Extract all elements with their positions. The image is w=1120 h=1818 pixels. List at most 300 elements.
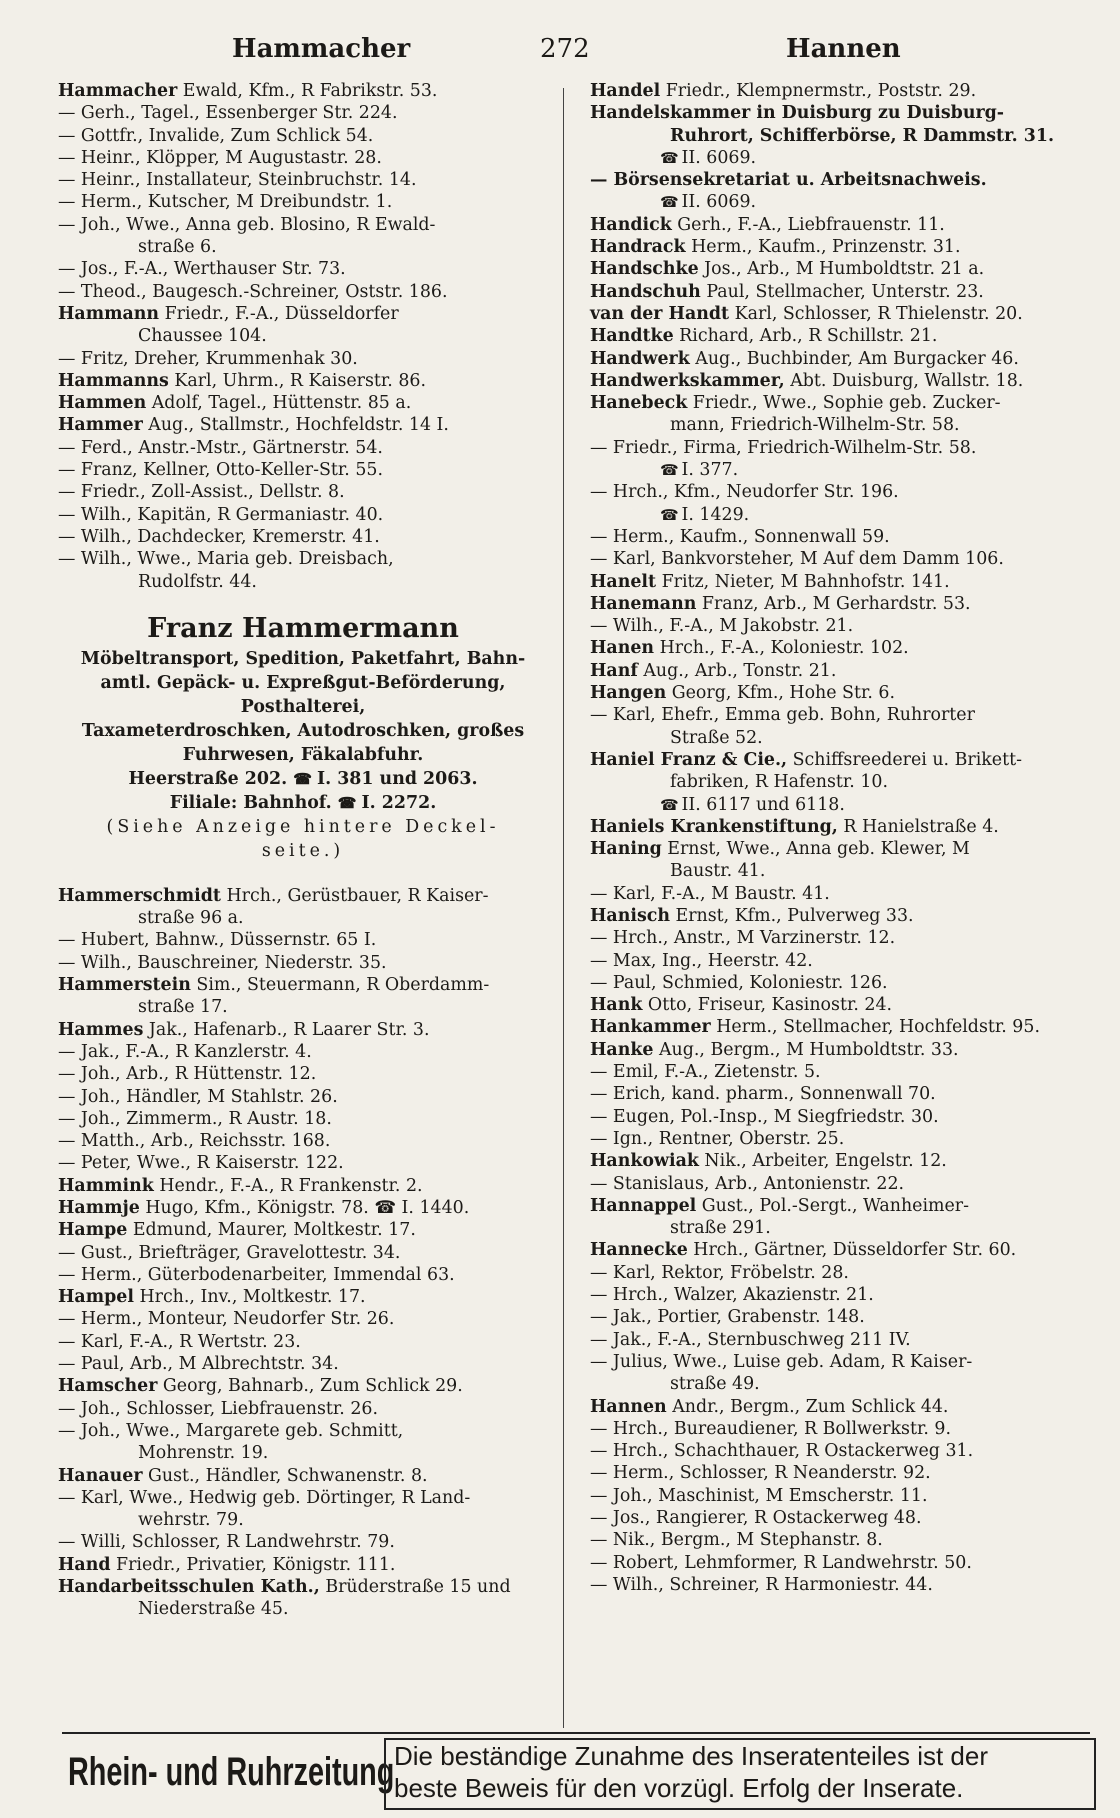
entry-text: — Hubert, Bahnw., Düssernstr. 65 I. [58,930,377,951]
entry-surname: Hammanns [58,370,169,391]
directory-entry [590,437,1090,459]
directory-entry [58,1375,548,1397]
entry-text: Ewald, Kfm., R Fabrikstr. 53. [177,81,438,101]
entry-text: — Joh., Wwe., Margarete geb. Schmitt, [58,1420,404,1441]
telephone-icon: ☎ [337,793,356,812]
entry-text: — Emil, F.-A., Zietenstr. 5. [590,1062,821,1083]
directory-entry [590,1529,1090,1551]
entry-text: — Eugen, Pol.-Insp., M Siegfriedstr. 30. [590,1106,939,1127]
directory-entry [58,548,548,570]
entry-text: — Nik., Bergm., M Stephanstr. 8. [590,1530,883,1551]
entry-text: Hugo, Kfm., Königstr. 78. ☎ I. 1440. [139,1197,470,1218]
directory-entry [58,526,548,548]
directory-entry [590,1351,1090,1373]
entry-surname: Handel [590,81,661,101]
entry-surname: Hannen [590,1396,667,1417]
entry-text: — Jak., Portier, Grabenstr. 148. [590,1307,865,1328]
entry-surname: Hammje [58,1197,140,1218]
directory-entry [58,1487,548,1509]
entry-surname: Hanisch [590,905,670,926]
entry-surname: — Börsensekretariat u. Arbeitsnachweis. [590,170,987,191]
directory-entry [590,1083,1090,1105]
directory-entry [58,191,548,213]
entry-text: — Jos., F.-A., Werthauser Str. 73. [58,259,346,280]
entry-text: Otto, Friseur, Kasinostr. 24. [642,995,893,1016]
entry-surname: Hangen [590,683,667,704]
entry-text: — Joh., Händler, M Stahlstr. 26. [58,1086,338,1107]
entry-text: — Wilh., Wwe., Maria geb. Dreisbach, [58,549,394,570]
directory-entry [590,838,1090,860]
entry-text: — Hrch., Kfm., Neudorfer Str. 196. [590,482,899,503]
directory-entry [58,1175,548,1197]
entry-surname: Hanemann [590,593,697,614]
telephone-number: II. 6069. [681,192,757,213]
entry-telephone [590,459,1090,481]
entry-continuation: straße 96 a. [138,908,244,929]
left-entries-bottom [58,885,548,1621]
entry-text: — Friedr., Firma, Friedrich-Wilhelm-Str. 58. [590,437,977,458]
ad-line: Taxameterdroschken, Autodroschken, großes [81,720,525,741]
entry-text: Hendr., F.-A., R Frankenstr. 2. [153,1175,423,1196]
ad-filiale-line [58,791,548,815]
directory-entry [590,1284,1090,1306]
column-divider [563,88,564,1728]
directory-entry [58,885,548,907]
directory-entry [590,1128,1090,1150]
entry-surname: Hanke [590,1039,654,1060]
directory-entry [58,1554,548,1576]
directory-entry [58,281,548,303]
directory-entry [58,1019,548,1041]
advertisement-banner [62,1732,1090,1812]
entry-text: Gerh., F.-A., Liebfrauenstr. 11. [671,214,945,235]
entry-text: Jak., Hafenarb., R Laarer Str. 3. [143,1019,430,1040]
banner-newspaper-name: Rhein- und Ruhrzeitung [68,1750,395,1794]
entry-text: — Karl, Rektor, Fröbelstr. 28. [590,1262,849,1283]
ad-note: (Siehe Anzeige hintere Deckel- [106,816,500,837]
banner-slogan [384,1738,1096,1810]
directory-entry [58,147,548,169]
directory-entry [58,1264,548,1286]
entry-telephone [590,794,1090,816]
entry-text: — Paul, Schmied, Koloniestr. 126. [590,972,888,993]
directory-entry [590,682,1090,704]
entry-text: — Hrch., Anstr., M Varzinerstr. 12. [590,928,896,949]
entry-continuation: Ruhrort, Schifferbörse, R Dammstr. 31. [670,125,1055,146]
entry-text: Hrch., Gerüstbauer, R Kaiser- [220,885,489,906]
directory-entry [58,459,548,481]
directory-entry [590,1239,1090,1261]
entry-text: Georg, Bahnarb., Zum Schlick 29. [157,1376,463,1397]
directory-entry [58,952,548,974]
entry-text: — Karl, Bankvorsteher, M Auf dem Damm 106. [590,549,1004,570]
ad-phone: I. 381 und 2063. [316,768,478,789]
telephone-number: I. 377. [681,460,739,481]
right-running-head: Hannen [786,34,901,64]
entry-text: Jos., Arb., M Humboldtstr. 21 a. [698,259,985,280]
entry-text: — Herm., Monteur, Neudorfer Str. 26. [58,1309,395,1330]
directory-entry [590,1396,1090,1418]
entry-text: — Gerh., Tagel., Essenberger Str. 224. [58,103,398,124]
entry-text: — Heinr., Installateur, Steinbruchstr. 14. [58,170,417,191]
entry-text: — Willi, Schlosser, R Landwehrstr. 79. [58,1532,395,1553]
telephone-icon: ☎ [293,769,311,788]
entry-continuation: Baustr. 41. [670,861,766,882]
entry-text: — Ferd., Anstr.-Mstr., Gärtnerstr. 54. [58,437,383,458]
directory-entry [590,1306,1090,1328]
entry-text: — Julius, Wwe., Luise geb. Adam, R Kaiser- [590,1351,973,1372]
banner-slogan-line: Die beständige Zunahme des Inseratenteiles ist der [394,1741,989,1771]
directory-entry [590,950,1090,972]
directory-entry [58,1353,548,1375]
entry-surname: Haniels Krankenstiftung, [590,816,838,837]
directory-entry [58,370,548,392]
directory-entry [590,1418,1090,1440]
entry-surname: Hammerschmidt [58,885,221,906]
entry-text: R Hanielstraße 4. [837,816,999,837]
left-column [58,80,548,1621]
entry-text: Paul, Stellmacher, Unterstr. 23. [700,281,984,302]
entry-continuation: Straße 52. [670,727,763,748]
directory-entry [58,1331,548,1353]
ad-address: Heerstraße 202. [128,768,288,789]
entry-surname: Handwerkskammer, [590,370,785,391]
telephone-icon: ☎ [660,193,682,212]
entry-text: — Jak., F.-A., Sternbuschweg 211 IV. [590,1329,911,1350]
directory-entry [590,883,1090,905]
entry-surname: Hammen [58,393,147,414]
entry-text: Herm., Kaufm., Prinzenstr. 31. [685,237,961,258]
directory-entry [590,1173,1090,1195]
entry-text: — Hrch., Schachthauer, R Ostackerweg 31. [590,1441,974,1462]
telephone-number: II. 6069. [681,147,757,168]
directory-entry [58,1465,548,1487]
entry-text: Friedr., Wwe., Sophie geb. Zucker- [687,393,1001,414]
directory-entry [590,1440,1090,1462]
entry-text: — Karl, Wwe., Hedwig geb. Dörtinger, R Land- [58,1487,471,1508]
directory-entry [590,571,1090,593]
entry-surname: Handrack [590,237,686,258]
entry-surname: Hannappel [590,1195,697,1216]
directory-entry [590,1552,1090,1574]
entry-text: — Robert, Lehmformer, R Landwehrstr. 50. [590,1552,972,1573]
entry-surname: Handtke [590,326,674,347]
entry-text: Aug., Buchbinder, Am Burgacker 46. [689,348,1019,369]
directory-entry [590,258,1090,280]
entry-text: Abt. Duisburg, Wallstr. 18. [784,370,1024,391]
entry-surname: Handwerk [590,348,690,369]
directory-entry [58,1108,548,1130]
entry-text: — Joh., Wwe., Anna geb. Blosino, R Ewald- [58,214,436,235]
entry-text: — Karl, F.-A., M Baustr. 41. [590,883,830,904]
entry-text: — Gottfr., Invalide, Zum Schlick 54. [58,125,374,146]
directory-entry [590,526,1090,548]
entry-text: — Max, Ing., Heerstr. 42. [590,950,813,971]
page-number: 272 [540,34,590,64]
entry-text: — Friedr., Zoll-Assist., Dellstr. 8. [58,482,345,503]
entry-surname: Hand [58,1554,111,1575]
entry-text: — Karl, Ehefr., Emma geb. Bohn, Ruhrorter [590,705,975,726]
ad-line: Posthalterei, [240,696,366,717]
entry-text: — Herm., Kaufm., Sonnenwall 59. [590,526,890,547]
directory-entry [58,1130,548,1152]
entry-text: Friedr., F.-A., Düsseldorfer [159,303,399,324]
telephone-number: I. 1429. [681,504,750,525]
entry-surname: Hanf [590,660,638,681]
directory-entry [58,303,548,325]
entry-surname: Hannecke [590,1240,688,1261]
entry-continuation: mann, Friedrich-Wilhelm-Str. 58. [670,415,960,436]
directory-entry [590,816,1090,838]
ad-line: Fuhrwesen, Fäkalabfuhr. [182,744,424,765]
directory-entry [58,102,548,124]
directory-entry [590,281,1090,303]
entry-continuation: wehrstr. 79. [138,1510,244,1531]
entry-surname: Hampel [58,1287,134,1308]
directory-entry [590,749,1090,771]
directory-entry [58,348,548,370]
entry-text: — Stanislaus, Arb., Antonienstr. 22. [590,1173,905,1194]
directory-entry [58,258,548,280]
entry-text: — Ign., Rentner, Oberstr. 25. [590,1128,845,1149]
directory-entry [590,1150,1090,1172]
entry-text: Georg, Kfm., Hohe Str. 6. [666,683,896,704]
directory-entry [590,392,1090,414]
directory-entry [58,481,548,503]
entry-text: — Joh., Zimmerm., R Austr. 18. [58,1108,332,1129]
entry-text: — Herm., Güterbodenarbeiter, Immendal 63. [58,1264,455,1285]
directory-entry [590,1485,1090,1507]
entry-surname: Handschke [590,259,699,280]
directory-entry [58,1576,548,1598]
entry-text: — Peter, Wwe., R Kaiserstr. 122. [58,1153,344,1174]
directory-entry [58,437,548,459]
directory-entry [58,1398,548,1420]
entry-text: — Karl, F.-A., R Wertstr. 23. [58,1331,301,1352]
entry-surname: Handelskammer in Duisburg zu Duisburg- [590,103,1005,124]
entry-text: Aug., Arb., Tonstr. 21. [637,660,837,681]
entry-text: Aug., Bergm., M Humboldtstr. 33. [653,1039,959,1060]
entry-text: — Theod., Baugesch.-Schreiner, Oststr. 186. [58,281,448,302]
ad-phone: I. 2272. [361,792,437,813]
entry-text: — Matth., Arb., Reichsstr. 168. [58,1131,331,1152]
entry-text: Aug., Stallmstr., Hochfeldstr. 14 I. [142,415,449,436]
entry-text: — Joh., Maschinist, M Emscherstr. 11. [590,1485,928,1506]
entry-text: Ernst, Kfm., Pulverweg 33. [669,905,914,926]
telephone-number: II. 6117 und 6118. [681,794,845,815]
entry-continuation: Rudolfstr. 44. [138,571,257,592]
entry-text: — Wilh., Schreiner, R Harmoniestr. 44. [590,1574,933,1595]
entry-telephone [590,191,1090,213]
entry-text: — Franz, Kellner, Otto-Keller-Str. 55. [58,460,383,481]
entry-surname: Handschuh [590,281,701,302]
directory-entry [590,927,1090,949]
entry-text: Nik., Arbeiter, Engelstr. 12. [698,1151,947,1172]
entry-text: Gust., Händler, Schwanenstr. 8. [142,1465,428,1486]
entry-continuation: straße 6. [138,237,217,258]
directory-entry [590,169,1090,191]
entry-surname: Hammerstein [58,975,191,996]
directory-entry [58,125,548,147]
entry-surname: Hank [590,995,643,1016]
ad-line: amtl. Gepäck- u. Expreßgut-Beförderung, [100,672,506,693]
directory-entry [58,1152,548,1174]
entry-text: Fritz, Nieter, M Bahnhofstr. 141. [656,571,950,592]
entry-text: — Hrch., Walzer, Akazienstr. 21. [590,1285,874,1306]
entry-surname: Hamscher [58,1376,158,1397]
directory-entry [590,1039,1090,1061]
entry-continuation: Mohrenstr. 19. [138,1443,269,1464]
entry-text: — Herm., Schlosser, R Neanderstr. 92. [590,1463,931,1484]
directory-entry [590,80,1090,102]
directory-entry [58,1531,548,1553]
entry-text: — Heinr., Klöpper, M Augustastr. 28. [58,147,382,168]
directory-entry [590,102,1090,124]
entry-surname: Haning [590,839,662,860]
entry-text: Andr., Bergm., Zum Schlick 44. [666,1396,949,1417]
entry-text: — Joh., Schlosser, Liebfrauenstr. 26. [58,1398,379,1419]
entry-continuation: straße 49. [670,1374,760,1395]
entry-text: — Jak., F.-A., R Kanzlerstr. 4. [58,1041,312,1062]
entry-surname: van der Handt [590,303,730,324]
directory-entry [58,1063,548,1085]
directory-entry [590,548,1090,570]
telephone-icon: ☎ [660,461,682,480]
directory-entry [58,80,548,102]
entry-text: Sim., Steuermann, R Oberdamm- [190,975,490,996]
entry-surname: Hammink [58,1175,154,1196]
entry-telephone [590,147,1090,169]
directory-entry [590,1574,1090,1596]
directory-entry [590,593,1090,615]
directory-entry [58,1242,548,1264]
entry-text: Adolf, Tagel., Hüttenstr. 85 a. [146,393,412,414]
entry-telephone [590,504,1090,526]
entry-surname: Handarbeitsschulen Kath., [58,1577,320,1598]
entry-text: — Fritz, Dreher, Krummenhak 30. [58,348,358,369]
entry-surname: Hammann [58,303,160,324]
directory-entry [58,392,548,414]
entry-surname: Hanauer [58,1465,143,1486]
entry-continuation: Niederstraße 45. [138,1599,289,1620]
directory-entry [58,214,548,236]
entry-text: — Erich, kand. pharm., Sonnenwall 70. [590,1084,936,1105]
directory-entry [58,929,548,951]
entry-text: Herm., Stellmacher, Hochfeldstr. 95. [710,1017,1040,1038]
directory-entry [590,481,1090,503]
entry-continuation: fabriken, R Hafenstr. 10. [670,772,889,793]
directory-entry [590,214,1090,236]
ad-filiale: Filiale: Bahnhof. [169,792,332,813]
directory-entry [590,1329,1090,1351]
entry-text: — Hrch., Bureaudiener, R Bollwerkstr. 9. [590,1418,951,1439]
entry-continuation: straße 17. [138,997,228,1018]
entry-surname: Handick [590,214,672,235]
entry-text: Hrch., Inv., Moltkestr. 17. [133,1287,366,1308]
entry-surname: Hampe [58,1220,128,1241]
entry-text: — Paul, Arb., M Albrechtstr. 34. [58,1354,339,1375]
directory-entry [590,994,1090,1016]
entry-text: — Wilh., Dachdecker, Kremerstr. 41. [58,526,380,547]
entry-text: Franz, Arb., M Gerhardstr. 53. [696,593,971,614]
entry-surname: Hankowiak [590,1151,699,1172]
directory-entry [58,1041,548,1063]
entry-text: Gust., Pol.-Sergt., Wanheimer- [696,1195,969,1216]
directory-entry [590,1061,1090,1083]
entry-surname: Hammer [58,415,143,436]
directory-entry [58,974,548,996]
ad-address-line [58,767,548,791]
entry-text: Karl, Schlosser, R Thielenstr. 20. [729,303,1023,324]
right-entries [590,80,1090,1596]
directory-entry [590,637,1090,659]
directory-entry [58,1286,548,1308]
entry-text: Ernst, Wwe., Anna geb. Klewer, M [661,839,970,860]
entry-surname: Hammacher [58,81,178,101]
entry-surname: Hanebeck [590,393,688,414]
directory-entry [590,325,1090,347]
directory-entry [590,1195,1090,1217]
directory-entry [58,1308,548,1330]
entry-text: — Joh., Arb., R Hüttenstr. 12. [58,1064,317,1085]
left-running-head: Hammacher [232,34,411,64]
entry-continuation: Chaussee 104. [138,326,267,347]
directory-entry [590,615,1090,637]
entry-text: — Wilh., Bauschreiner, Niederstr. 35. [58,952,387,973]
entry-text: Brüderstraße 15 und [319,1577,511,1598]
entry-surname: Hanelt [590,571,657,592]
left-entries-top [58,80,548,593]
directory-entry [590,905,1090,927]
entry-text: Karl, Uhrm., R Kaiserstr. 86. [168,370,427,391]
telephone-icon: ☎ [660,795,682,814]
ad-note: seite.) [261,840,345,861]
entry-surname: Hammes [58,1019,144,1040]
entry-text: — Jos., Rangierer, R Ostackerweg 48. [590,1508,922,1528]
entry-text: — Wilh., Kapitän, R Germaniastr. 40. [58,504,384,525]
directory-entry [590,660,1090,682]
entry-surname: Hanen [590,638,655,659]
directory-entry [58,1219,548,1241]
entry-text: Hrch., Gärtner, Düsseldorfer Str. 60. [687,1240,1017,1261]
entry-text: — Wilh., F.-A., M Jakobstr. 21. [590,616,854,637]
ad-line: Möbeltransport, Spedition, Paketfahrt, Bahn- [80,648,526,669]
telephone-icon: ☎ [660,148,682,167]
entry-text: Edmund, Maurer, Moltkestr. 17. [127,1220,416,1241]
entry-text: Friedr., Klempnermstr., Poststr. 29. [660,81,977,101]
ad-title: Franz Hammermann [147,612,459,644]
directory-entry [58,169,548,191]
directory-entry [58,504,548,526]
entry-text: Schiffsreederei u. Brikett- [787,749,1022,770]
entry-text: Hrch., F.-A., Koloniestr. 102. [654,638,909,659]
entry-surname: Haniel Franz & Cie., [590,749,788,770]
page-header [0,30,1120,70]
entry-surname: Hankammer [590,1017,711,1038]
directory-entry [590,1262,1090,1284]
banner-slogan-line: beste Beweis für den vorzügl. Erfolg der Inserate. [394,1773,964,1803]
directory-entry [58,1420,548,1442]
directory-entry [590,1016,1090,1038]
entry-text: — Herm., Kutscher, M Dreibundstr. 1. [58,192,393,213]
directory-entry [58,1197,548,1219]
right-column [590,80,1090,1596]
directory-entry [590,236,1090,258]
directory-entry [590,1462,1090,1484]
advertisement-hammermann [58,611,548,863]
entry-text: — Gust., Briefträger, Gravelottestr. 34. [58,1242,401,1263]
entry-text: Richard, Arb., R Schillstr. 21. [673,326,938,347]
